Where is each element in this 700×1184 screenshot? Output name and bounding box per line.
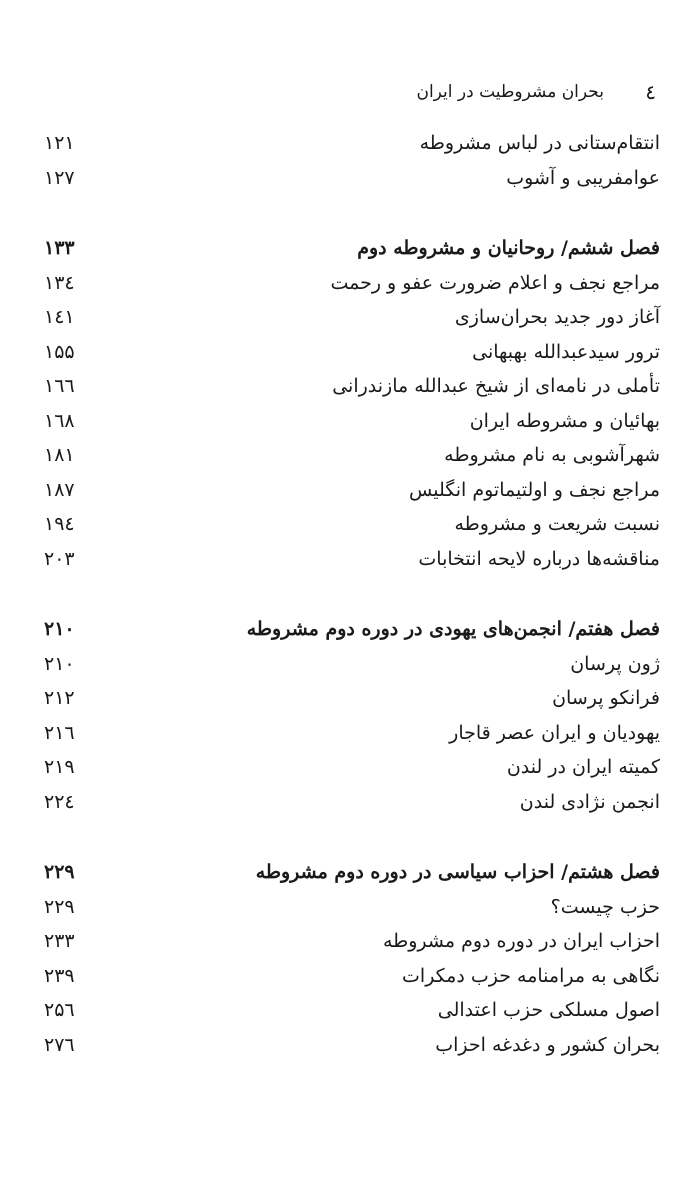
toc-entry-title: نگاهی به مرامنامه حزب دمکرات (402, 964, 660, 987)
toc-entry-title: حزب چیست؟ (550, 895, 660, 918)
toc-entry-title: ژون پرسان (570, 652, 660, 675)
toc-entry-page: ۱۸۷ (44, 478, 75, 501)
toc-entry-page: ۲۷٦ (44, 1033, 75, 1056)
toc-entry (40, 161, 660, 196)
toc-entry-title: مناقشه‌ها درباره لایحه انتخابات (418, 547, 660, 570)
toc-entry-title: انجمن نژادی لندن (519, 790, 660, 813)
toc-entry (40, 266, 660, 301)
toc-entry-page: ۲۰۳ (44, 547, 75, 570)
toc-entry-title: مراجع نجف و اولتیماتوم انگلیس (408, 478, 660, 501)
toc-entry-page: ۱۳٤ (44, 271, 75, 294)
toc-chapter-heading (40, 855, 660, 890)
toc-entry-page: ۱٦۸ (44, 409, 75, 432)
toc-entry (40, 716, 660, 751)
toc-entry (40, 335, 660, 370)
toc-entry-title: بحران کشور و دغدغه احزاب (435, 1033, 660, 1056)
toc-entry-page: ۱٦٦ (44, 375, 75, 397)
toc-entry (40, 507, 660, 542)
running-title: بحران مشروطیت در ایران (416, 82, 604, 102)
chapter-title: فصل هشتم/ احزاب سیاسی در دوره دوم مشروطه (255, 861, 660, 883)
toc-entry-page: ۱۲۷ (44, 166, 75, 189)
toc-entry (40, 300, 660, 335)
toc-entry (40, 993, 660, 1028)
toc-entry (40, 890, 660, 925)
toc-entry-title: عوامفریبی و آشوب (506, 166, 660, 189)
toc-entry-page: ۲۱٦ (44, 721, 75, 744)
toc-entry-title: یهودیان و ایران عصر قاجار (449, 721, 660, 744)
toc-entry (40, 473, 660, 508)
toc-entry (40, 681, 660, 716)
toc-entry-title: ترور سیدعبدالله بهبهانی (472, 340, 660, 363)
toc-entry-title: اصول مسلکی حزب اعتدالی (437, 999, 660, 1021)
toc-entry-title: بهائیان و مشروطه ایران (469, 409, 660, 432)
toc-entry-page: ۲۱۹ (44, 756, 75, 778)
toc-entry-page: ۲۱۰ (44, 652, 75, 675)
chapter-page: ۲۲۹ (44, 861, 75, 883)
toc-entry-title: احزاب ایران در دوره دوم مشروطه (382, 930, 660, 952)
toc-entry (40, 126, 660, 161)
toc-entry-title: نسبت شریعت و مشروطه (454, 513, 660, 535)
toc-entry (40, 647, 660, 682)
toc-entry-title: آغاز دور جدید بحران‌سازی (454, 306, 660, 328)
toc-entry-title: فرانکو پرسان (552, 687, 660, 709)
toc-entry (40, 1028, 660, 1063)
chapter-page: ۱۳۳ (44, 237, 75, 259)
toc-entry-page: ۲۱۲ (44, 687, 75, 709)
toc-entry-page: ۱۵۵ (44, 340, 75, 363)
running-header (40, 80, 660, 110)
section-gap (40, 576, 660, 612)
toc-entry (40, 785, 660, 820)
toc-entry-page: ۱۸۱ (44, 444, 75, 466)
toc-entry (40, 404, 660, 439)
toc-entry-page: ۱٤۱ (44, 306, 75, 328)
toc-entry-page: ۱۲۱ (44, 132, 75, 154)
toc-entry-title: انتقام‌ستانی در لباس مشروطه (419, 132, 660, 154)
toc-entry-page: ۲۲۹ (44, 895, 75, 918)
toc-entry-title: شهرآشوبی به نام مشروطه (444, 444, 660, 466)
chapter-page: ۲۱۰ (44, 618, 75, 640)
chapter-title: فصل ششم/ روحانیان و مشروطه دوم (357, 237, 660, 259)
chapter-title: فصل هفتم/ انجمن‌های یهودی در دوره دوم مشروطه (246, 618, 660, 640)
toc-entry-title: تأملی در نامه‌ای از شیخ عبدالله مازندرانی (332, 375, 660, 397)
toc-entry (40, 438, 660, 473)
toc-chapter-heading (40, 612, 660, 647)
section-gap (40, 195, 660, 231)
toc-entry (40, 959, 660, 994)
toc-entry-page: ۲۳۹ (44, 964, 75, 987)
toc-entry-page: ۲۵٦ (44, 999, 75, 1021)
toc-chapter-heading (40, 231, 660, 266)
toc-entry-page: ۲۲٤ (44, 790, 75, 813)
toc-entry (40, 369, 660, 404)
toc-entry (40, 750, 660, 785)
toc-entry-page: ۱۹٤ (44, 513, 75, 535)
toc-entry-page: ۲۳۳ (44, 930, 75, 952)
table-of-contents (40, 126, 660, 1062)
toc-entry (40, 542, 660, 577)
toc-entry (40, 924, 660, 959)
toc-entry-title: مراجع نجف و اعلام ضرورت عفو و رحمت (330, 271, 660, 294)
toc-entry-title: کمیته ایران در لندن (506, 756, 660, 778)
section-gap (40, 819, 660, 855)
page-number: ٤ (645, 80, 656, 104)
